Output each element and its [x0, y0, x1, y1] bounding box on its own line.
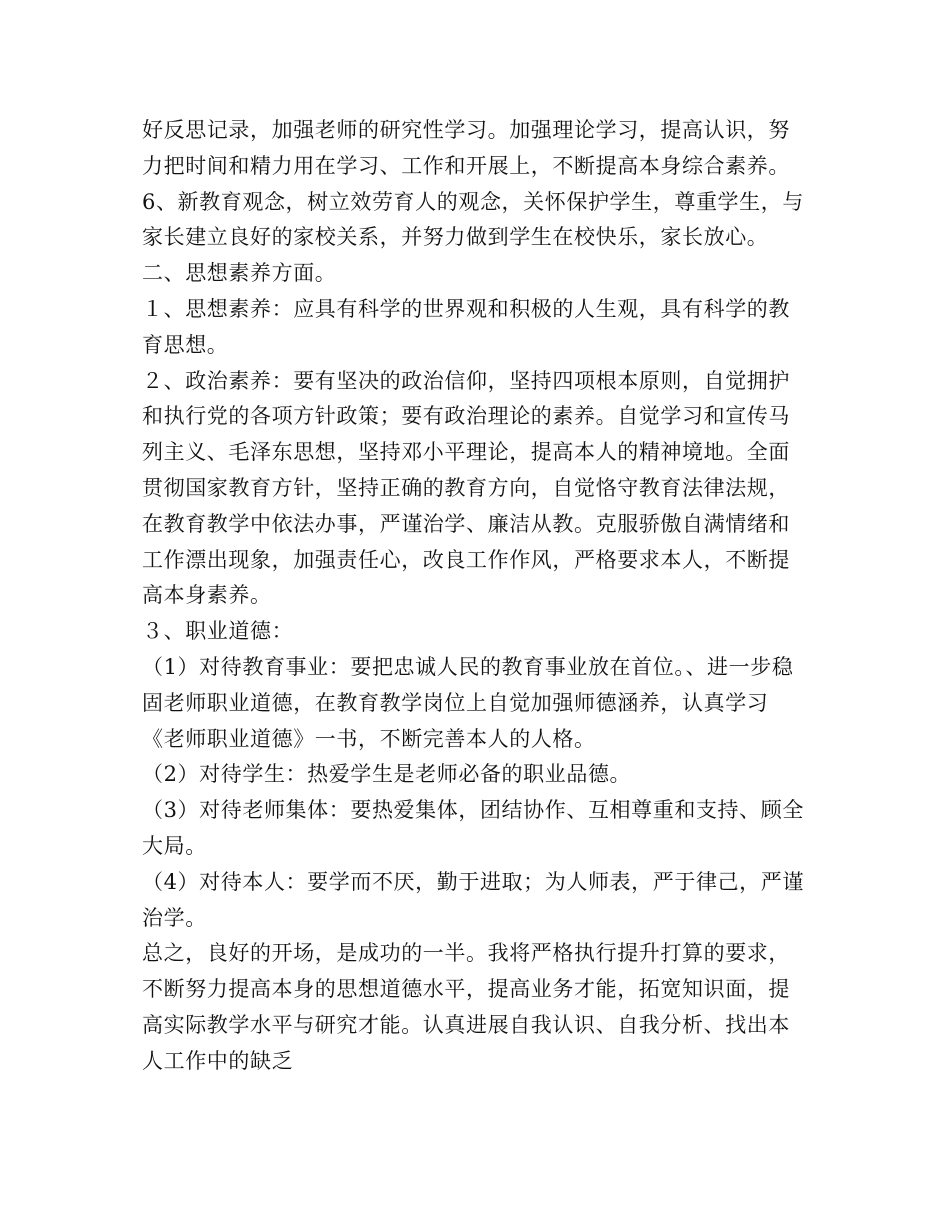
text-line: （2）对待学生：热爱学生是老师必备的职业品德。: [142, 762, 632, 787]
text-line: 高实际教学水平与研究才能。认真进展自我认识、自我分析、找出本: [142, 1012, 790, 1037]
document-body: [142, 113, 822, 1080]
text-line: 在教育教学中依法办事，严谨治学、廉洁从教。克服骄傲自满情绪和: [142, 511, 790, 536]
text-line: １、思想素养：应具有科学的世界观和积极的人生观，具有科学的教: [142, 296, 790, 321]
text-line: 好反思记录，加强老师的研究性学习。加强理论学习，提高认识，努: [142, 118, 790, 142]
text-line: 和执行党的各项方针政策；要有政治理论的素养。自觉学习和宣传马: [142, 404, 790, 429]
text-line: 高本身素养。: [142, 583, 272, 608]
text-line: 大局。: [142, 833, 207, 858]
text-line: 6、新教育观念，树立效劳育人的观念，关怀保护学生，尊重学生，与: [142, 189, 804, 214]
text-line: （1）对待教育事业：要把忠诚人民的教育事业放在首位。、进一步稳: [142, 654, 794, 679]
section-heading: 二、思想素养方面。: [142, 261, 337, 286]
text-line: 家长建立良好的家校关系，并努力做到学生在校快乐，家长放心。: [142, 225, 769, 250]
text-line: 固老师职业道德，在教育教学岗位上自觉加强师德涵养，认真学习: [142, 690, 769, 715]
text-line: 列主义、毛泽东思想，坚持邓小平理论，提高本人的精神境地。全面: [142, 440, 790, 465]
text-line: 不断努力提高本身的思想道德水平，提高业务才能，拓宽知识面，提: [142, 977, 790, 1002]
text-line: 治学。: [142, 905, 207, 930]
text-line: ２、政治素养：要有坚决的政治信仰，坚持四项根本原则，自觉拥护: [142, 368, 790, 393]
text-line: 总之，良好的开场，是成功的一半。我将严格执行提升打算的要求，: [142, 941, 790, 966]
text-line: 工作漂出现象，加强责任心，改良工作作风，严格要求本人，不断提: [142, 547, 790, 572]
subsection-heading: ３、职业道德：: [142, 619, 294, 644]
text-line: （3）对待老师集体：要热爱集体，团结协作、互相尊重和支持、顾全: [142, 798, 804, 823]
text-line: 育思想。: [142, 332, 229, 357]
text-line: 《老师职业道德》一书，不断完善本人的人格。: [142, 726, 596, 751]
text-line: 贯彻国家教育方针，坚持正确的教育方向，自觉恪守教育法律法规，: [142, 475, 790, 500]
text-line: （4）对待本人：要学而不厌，勤于进取；为人师表，严于律己，严谨: [142, 869, 804, 894]
text-line: 人工作中的缺乏: [142, 1048, 294, 1073]
text-line: 力把时间和精力用在学习、工作和开展上，不断提高本身综合素养。: [142, 153, 790, 178]
